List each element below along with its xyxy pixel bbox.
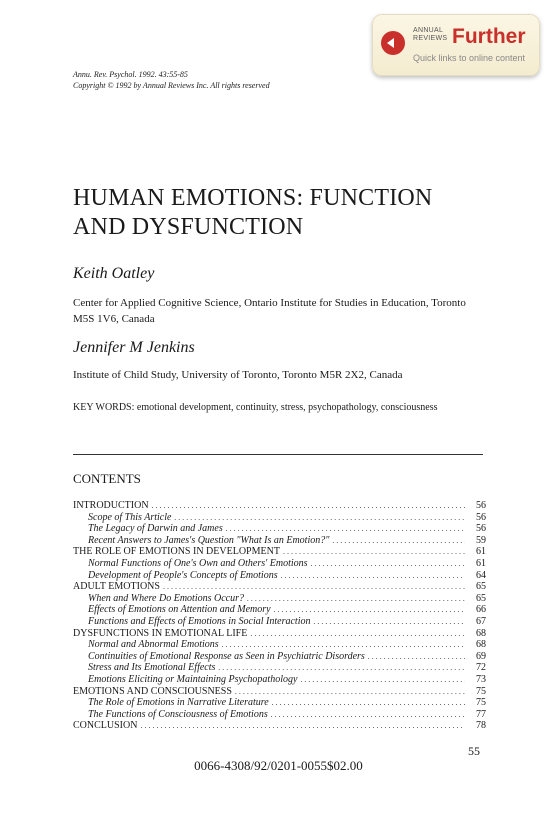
toc-entry-page: 67 [476, 615, 486, 627]
toc-entry-label: EMOTIONS AND CONSCIOUSNESS [73, 685, 232, 697]
page-number: 55 [468, 744, 480, 758]
title-line: HUMAN EMOTIONS: FUNCTION [73, 185, 433, 211]
badge-publisher [413, 27, 447, 43]
toc-entry-page: 65 [476, 592, 486, 604]
toc-leader-dots [283, 546, 465, 558]
toc-subentry[interactable] [73, 651, 486, 663]
toc-entry-label: The Functions of Consciousness of Emotions [88, 708, 268, 720]
toc-subentry[interactable] [73, 570, 486, 582]
toc-entry-page: 72 [476, 662, 486, 674]
badge-further-text: Further [452, 25, 526, 48]
toc-entry-page: 61 [476, 546, 486, 558]
toc-subentry[interactable] [73, 709, 486, 721]
toc-subentry[interactable] [73, 523, 486, 535]
toc-subentry[interactable] [73, 662, 486, 674]
toc-leader-dots [226, 523, 465, 535]
article-title [73, 184, 432, 242]
toc-subentry[interactable] [73, 639, 486, 651]
toc-entry-page: 64 [476, 569, 486, 581]
toc-leader-dots [272, 697, 465, 709]
badge-annual-text: ANNUAL [413, 27, 444, 34]
author-affiliation: Institute of Child Study, University of Toronto, Toronto M5R 2X2, Canada [73, 369, 403, 381]
toc-entry-page: 61 [476, 557, 486, 569]
toc-entry-page: 56 [476, 511, 486, 523]
toc-entry[interactable] [73, 720, 486, 732]
toc-entry-label: Development of People's Concepts of Emotions [88, 569, 278, 581]
toc-entry-label: Normal and Abnormal Emotions [88, 639, 219, 651]
toc-entry[interactable] [73, 546, 486, 558]
toc-entry[interactable] [73, 686, 486, 698]
title-line: AND DYSFUNCTION [73, 214, 304, 240]
badge-reviews-text: REVIEWS [413, 35, 448, 42]
toc-leader-dots [274, 604, 465, 616]
toc-leader-dots [235, 686, 465, 698]
toc-leader-dots [281, 570, 465, 582]
toc-leader-dots [250, 628, 465, 640]
toc-entry-label: Continuities of Emotional Response as Seen in Psychiatric Disorders [88, 650, 365, 662]
citation-line: Annu. Rev. Psychol. 1992. 43:55-85 [73, 70, 188, 79]
toc-leader-dots [218, 662, 465, 674]
toc-entry-page: 59 [476, 534, 486, 546]
section-divider [73, 454, 483, 455]
copyright-line: Copyright © 1992 by Annual Reviews Inc. All rights reserved [73, 81, 270, 90]
toc-entry-label: Recent Answers to James's Question "What Is an Emotion?" [88, 534, 330, 546]
toc-entry-page: 66 [476, 604, 486, 616]
author-name: Jennifer M Jenkins [73, 339, 195, 356]
article-code: 0066-4308/92/0201-0055$02.00 [194, 758, 363, 773]
toc-leader-dots [163, 581, 465, 593]
toc-leader-dots [140, 720, 465, 732]
journal-citation [73, 69, 270, 91]
toc-leader-dots [247, 593, 465, 605]
toc-leader-dots [311, 558, 465, 570]
toc-entry-label: DYSFUNCTIONS IN EMOTIONAL LIFE [73, 627, 248, 639]
badge-subtitle: Quick links to online content [413, 53, 526, 63]
toc-subentry[interactable] [73, 512, 486, 524]
toc-entry-label: The Legacy of Darwin and James [88, 523, 223, 535]
toc-entry-page: 68 [476, 639, 486, 651]
toc-subentry[interactable] [73, 616, 486, 628]
further-badge[interactable] [372, 14, 540, 76]
toc-entry-label: Effects of Emotions on Attention and Memory [88, 604, 271, 616]
toc-leader-dots [332, 535, 465, 547]
toc-entry[interactable] [73, 500, 486, 512]
toc-entry-page: 68 [476, 627, 486, 639]
toc-entry-page: 73 [476, 673, 486, 685]
toc-entry-page: 78 [476, 720, 486, 732]
table-of-contents [73, 500, 486, 732]
toc-entry-page: 56 [476, 523, 486, 535]
toc-subentry[interactable] [73, 593, 486, 605]
toc-leader-dots [174, 512, 465, 524]
toc-leader-dots [152, 500, 465, 512]
toc-entry-label: Functions and Effects of Emotions in Social Interaction [88, 615, 311, 627]
toc-leader-dots [368, 651, 465, 663]
toc-entry[interactable] [73, 628, 486, 640]
toc-entry-page: 75 [476, 685, 486, 697]
author-affiliation: Center for Applied Cognitive Science, Ontario Institute for Studies in Education, Toronto M5S 1V6, Canada [73, 297, 466, 325]
toc-entry-page: 77 [476, 708, 486, 720]
toc-entry-page: 56 [476, 500, 486, 511]
key-words: KEY WORDS: emotional development, continuity, stress, psychopathology, consciousness [73, 402, 438, 413]
toc-entry-label: The Role of Emotions in Narrative Literature [88, 697, 269, 709]
toc-subentry[interactable] [73, 558, 486, 570]
toc-leader-dots [300, 674, 465, 686]
toc-entry-label: Scope of This Article [88, 511, 172, 523]
toc-entry-label: CONCLUSION [73, 720, 138, 732]
toc-entry-page: 65 [476, 581, 486, 593]
toc-entry-label: ADULT EMOTIONS [73, 581, 160, 593]
toc-entry-label: Emotions Eliciting or Maintaining Psychopathology [88, 673, 298, 685]
toc-entry-page: 69 [476, 650, 486, 662]
toc-entry-label: Normal Functions of One's Own and Others' Emotions [88, 557, 308, 569]
toc-entry-page: 75 [476, 697, 486, 709]
toc-leader-dots [271, 709, 465, 721]
toc-leader-dots [313, 616, 465, 628]
toc-entry[interactable] [73, 581, 486, 593]
back-arrow-icon [381, 31, 405, 55]
toc-leader-dots [222, 639, 465, 651]
toc-entry-label: When and Where Do Emotions Occur? [88, 592, 244, 604]
contents-heading: CONTENTS [73, 471, 141, 486]
toc-entry-label: INTRODUCTION [73, 500, 149, 511]
author-name: Keith Oatley [73, 265, 155, 282]
toc-subentry[interactable] [73, 535, 486, 547]
toc-entry-label: Stress and Its Emotional Effects [88, 662, 216, 674]
toc-subentry[interactable] [73, 604, 486, 616]
toc-subentry[interactable] [73, 697, 486, 709]
toc-entry-label: THE ROLE OF EMOTIONS IN DEVELOPMENT [73, 546, 280, 558]
toc-subentry[interactable] [73, 674, 486, 686]
